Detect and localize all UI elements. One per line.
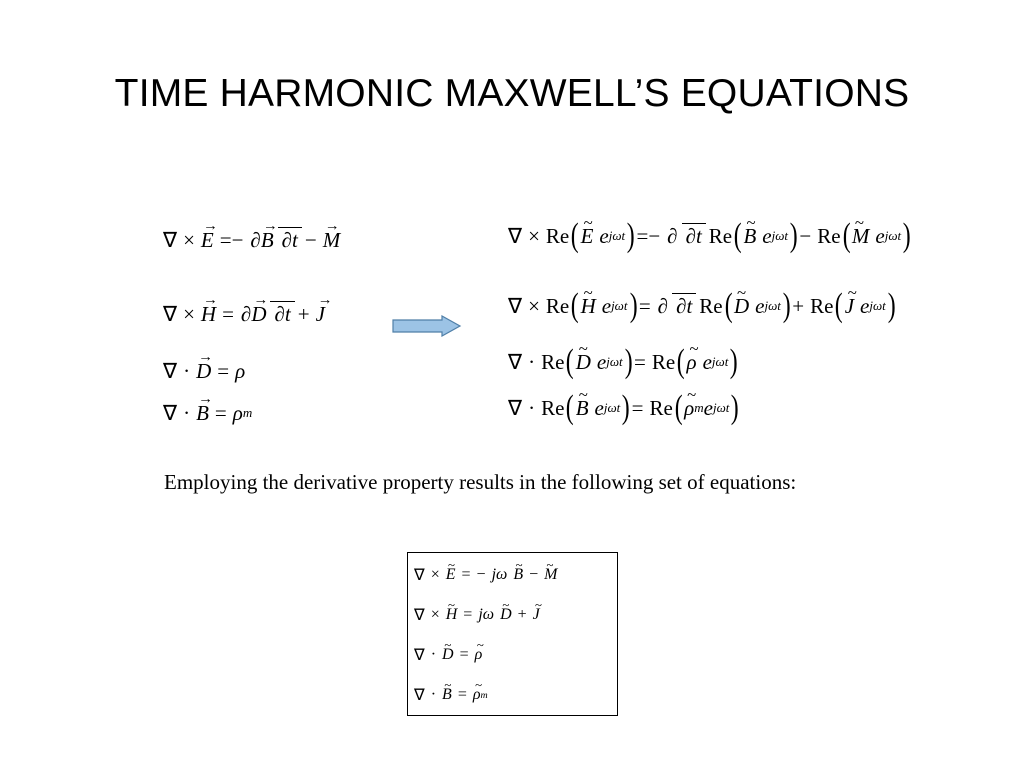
result-ampere-law: ∇ × ~ H = j ω ~ D + ~ J — [414, 595, 540, 635]
phasor-gauss-law-electric: ∇ · Re ( ~ D e jωt ) = Re ( ~ ρ e jωt ) — [508, 334, 740, 390]
phasor-faraday-law: ∇ × Re ( ~ E e jωt ) = − ∂ ∂t Re ( ~ B e jωt ) − Re ( ~ M e jωt ) — [508, 208, 912, 264]
phasor-maxwell-equations-box — [407, 552, 618, 716]
result-faraday-law: ∇ × ~ E = − j ω ~ B − ~ M — [414, 555, 557, 595]
result-gauss-law-electric: ∇ · ~ D = ~ ρ — [414, 635, 482, 675]
gauss-law-magnetic: ∇ · → B = ρ m — [163, 385, 252, 441]
gauss-law-electric: ∇ · → D = ρ — [163, 343, 245, 399]
derivative-property-caption: Employing the derivative property results in the following set of equations: — [164, 470, 797, 494]
phasor-gauss-law-magnetic: ∇ · Re ( ~ B e jωt ) = Re ( ~ ρ m e jωt ) — [508, 380, 741, 436]
ampere-law: ∇ × → H = ∂→ D ∂t + → J — [163, 286, 325, 342]
phasor-ampere-law: ∇ × Re ( ~ H e jωt ) = ∂ ∂t Re ( ~ D e jωt ) + Re ( ~ J e jωt ) — [508, 278, 897, 334]
result-gauss-law-magnetic: ∇ · ~ B = ~ ρ m — [414, 675, 488, 715]
right-arrow-icon — [392, 315, 462, 337]
faraday-law: ∇ × → E = − ∂→ B ∂t − → M — [163, 212, 340, 268]
slide-title: TIME HARMONIC MAXWELL’S EQUATIONS — [114, 72, 910, 115]
